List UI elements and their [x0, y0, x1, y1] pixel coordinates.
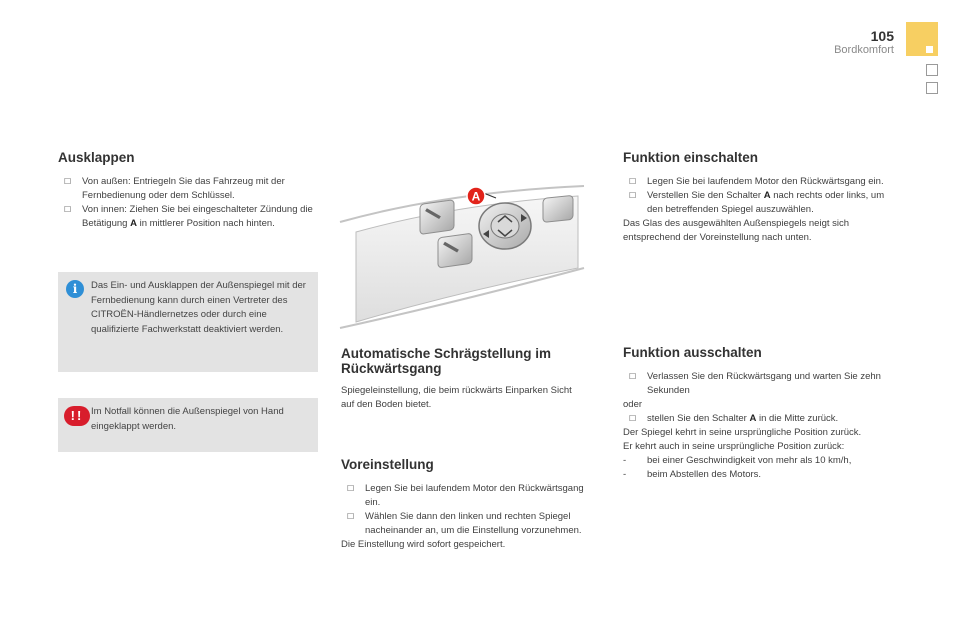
dash-bullet: -: [623, 469, 627, 480]
list-item: ☐ Von innen: Ziehen Sie bei eingeschalteter Zündung die Betätigung A in mittlerer Position nach hinten.: [64, 204, 313, 229]
chapter-title: Bordkomfort: [834, 44, 894, 56]
list-item: ☐ Verlassen Sie den Rückwärtsgang und warten Sie zehn Sekunden: [629, 371, 881, 396]
left-column: [58, 150, 318, 231]
list-item: ☐ stellen Sie den Schalter A in die Mitte zurück.: [629, 413, 839, 424]
checkbox-bullet-icon: ☐: [629, 414, 637, 423]
heading-voreinstellung: Voreinstellung: [341, 457, 434, 472]
mirror-switch-illustration: [338, 182, 586, 332]
heading-automatic-tilt: Automatische Schrägstellung im Rückwärtsgang: [341, 346, 552, 376]
section-box-2: [926, 82, 938, 94]
section-box-1: [926, 64, 938, 76]
right-column-off: [623, 345, 885, 482]
lock-switch-icon: [543, 195, 573, 222]
checkbox-bullet-icon: ☐: [64, 177, 72, 186]
chapter-tab: [906, 22, 938, 56]
heading-funktion-einschalten: Funktion einschalten: [623, 150, 759, 165]
mirror-returns-also-text: Er kehrt auch in seine ursprüngliche Position zurück:: [623, 441, 845, 452]
middle-column-preset: [341, 457, 586, 552]
auto-tilt-text: Spiegeleinstellung, die beim rückwärts Einparken Sicht auf den Boden bietet.: [341, 385, 572, 410]
right-column-on: [623, 150, 885, 245]
list-item: ☐ Verstellen Sie den Schalter A nach rechts oder links, um den betreffenden Spiegel auszuwählen.: [629, 190, 885, 215]
or-text: oder: [623, 399, 643, 410]
mirror-returns-text: Der Spiegel kehrt in seine ursprüngliche Position zurück.: [623, 427, 862, 438]
checkbox-bullet-icon: ☐: [629, 191, 637, 200]
checkbox-bullet-icon: ☐: [347, 512, 355, 521]
chapter-tab-marker: [926, 46, 933, 53]
switch-label: A: [130, 218, 137, 229]
preset-saved-text: Die Einstellung wird sofort gespeichert.: [341, 539, 506, 550]
list-item: ☐ Legen Sie bei laufendem Motor den Rückwärtsgang ein.: [629, 176, 884, 187]
list-item: - beim Abstellen des Motors.: [623, 469, 762, 480]
list-item: ☐ Wählen Sie dann den linken und rechten Spiegel nacheinander an, um die Einstellung vorzunehmen.: [347, 511, 582, 536]
switch-label: A: [763, 190, 771, 201]
tilt-description-text: Das Glas des ausgewählten Außenspiegels neigt sich entsprechend der Voreinstellung nach unten.: [623, 218, 850, 243]
info-note-box: [58, 272, 318, 372]
info-note-text: Das Ein- und Ausklappen der Außenspiegel mit der Fernbedienung kann durch einen Vertreter des CITROËN-Händlernetzes oder durch eine qualifizierte Fachwerkstatt deaktiviert werden.: [91, 280, 306, 335]
heading-funktion-ausschalten: Funktion ausschalten: [623, 345, 762, 360]
info-icon: i: [66, 280, 84, 298]
heading-ausklappen: Ausklappen: [58, 150, 135, 165]
warning-note-text: Im Notfall können die Außenspiegel von Hand eingeklappt werden.: [91, 406, 284, 432]
switch-label: A: [749, 413, 757, 424]
middle-column-auto: [341, 346, 586, 412]
warning-note-box: [58, 398, 318, 452]
checkbox-bullet-icon: ☐: [629, 372, 637, 381]
page-number: 105: [870, 28, 894, 44]
list-item: ☐ Legen Sie bei laufendem Motor den Rückwärtsgang ein.: [347, 483, 584, 508]
warning-icon: !!: [64, 406, 90, 426]
checkbox-bullet-icon: ☐: [347, 484, 355, 493]
checkbox-bullet-icon: ☐: [64, 205, 72, 214]
checkbox-bullet-icon: ☐: [629, 177, 637, 186]
callout-a-label: A: [471, 189, 481, 204]
dash-bullet: -: [623, 455, 627, 466]
list-item: ☐ Von außen: Entriegeln Sie das Fahrzeug mit der Fernbedienung oder dem Schlüssel.: [64, 176, 285, 201]
list-item: - bei einer Geschwindigkeit von mehr als 10 km/h,: [623, 455, 852, 466]
